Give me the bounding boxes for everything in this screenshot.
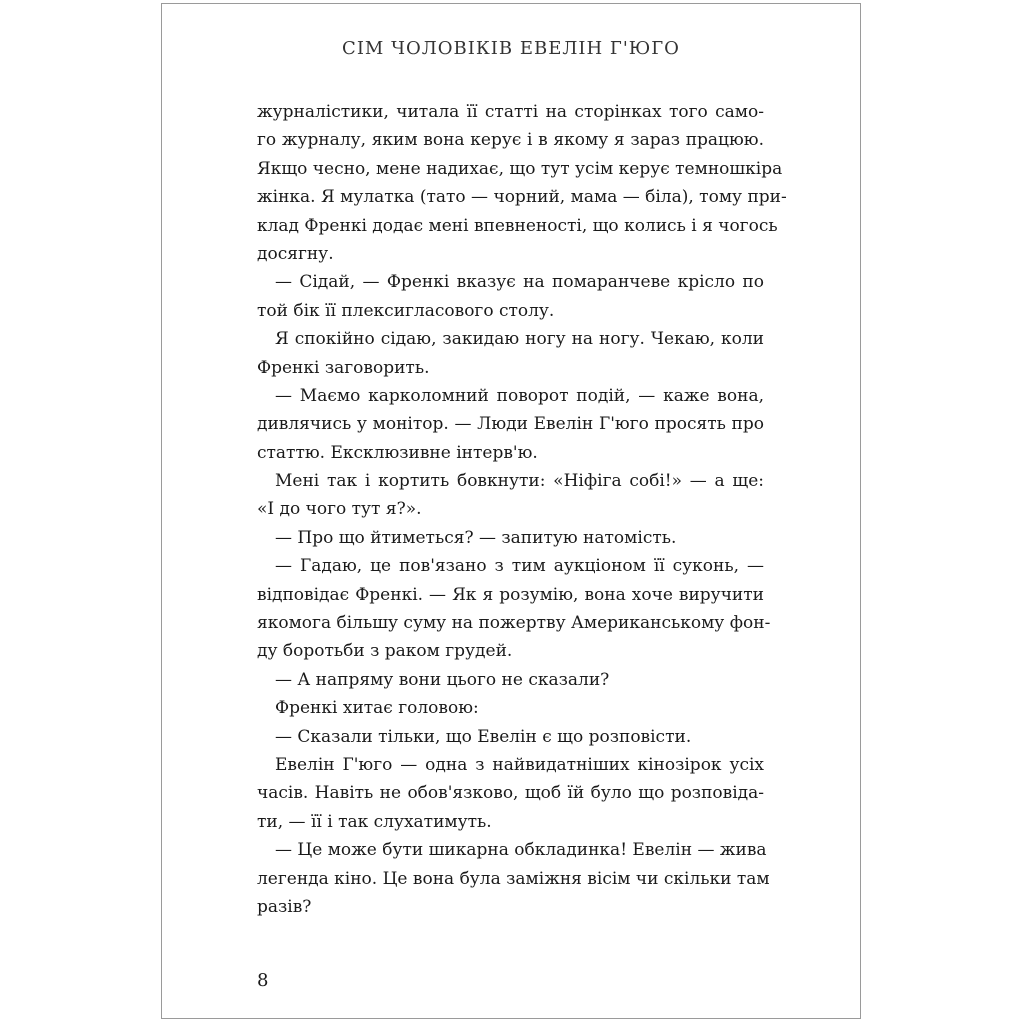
text-line: статтю. Ексклюзивне інтерв'ю. <box>257 442 538 463</box>
body-text <box>257 98 787 921</box>
running-header: СІМ ЧОЛОВІКІВ ЕВЕЛІН Г'ЮГО <box>342 38 680 59</box>
text-line: клад Френкі додає мені впевненості, що колись і я чогось <box>257 215 778 236</box>
text-line: — Сказали тільки, що Евелін є що розповісти. <box>275 726 692 747</box>
text-line: якомога більшу суму на пожертву Американському фон- <box>257 613 771 634</box>
text-line: дивлячись у монітор. — Люди Евелін Г'юго просять про <box>257 414 764 435</box>
text-line: — А напряму вони цього не сказали? <box>275 669 610 690</box>
text-line: досягну. <box>257 243 334 264</box>
text-line: — Про що йтиметься? — запитую натомість. <box>275 527 677 548</box>
page-number: 8 <box>257 970 269 991</box>
text-line: той бік її плексигласового столу. <box>257 300 555 321</box>
text-line: Френкі хитає головою: <box>275 698 479 719</box>
text-line: — Гадаю, це пов'язано з тим аукціоном її суконь, — <box>275 556 764 577</box>
text-line: — Сідай, — Френкі вказує на помаранчеве крісло по <box>275 272 764 293</box>
text-line: ти, — її і так слухатимуть. <box>257 811 492 832</box>
book-page <box>161 3 861 1019</box>
text-line: легенда кіно. Це вона була заміжня вісім чи скільки там <box>257 868 770 889</box>
text-line: Я спокійно сідаю, закидаю ногу на ногу. Чекаю, коли <box>275 329 764 350</box>
text-line: часів. Навіть не обов'язково, щоб їй було що розповіда- <box>257 783 764 804</box>
text-line: разів? <box>257 896 312 917</box>
text-line: жінка. Я мулатка (тато — чорний, мама — біла), тому при- <box>257 187 787 208</box>
text-line: — Маємо карколомний поворот подій, — каже вона, <box>275 385 764 406</box>
text-line: ду боротьби з раком грудей. <box>257 641 513 662</box>
text-line: «І до чого тут я?». <box>257 499 422 520</box>
text-line: — Це може бути шикарна обкладинка! Евелін — жива <box>275 840 767 861</box>
text-line: Якщо чесно, мене надихає, що тут усім керує темношкіра <box>257 158 783 179</box>
text-line: го журналу, яким вона керує і в якому я зараз працюю. <box>257 130 764 151</box>
text-line: відповідає Френкі. — Як я розумію, вона хоче виручити <box>257 584 764 605</box>
text-line: журналістики, читала її статті на сторінках того само- <box>257 102 764 122</box>
text-line: Евелін Г'юго — одна з найвидатніших кінозірок усіх <box>275 754 764 775</box>
text-line: Френкі заговорить. <box>257 357 430 378</box>
text-line: Мені так і кортить бовкнути: «Ніфіга собі!» — а ще: <box>275 471 764 492</box>
